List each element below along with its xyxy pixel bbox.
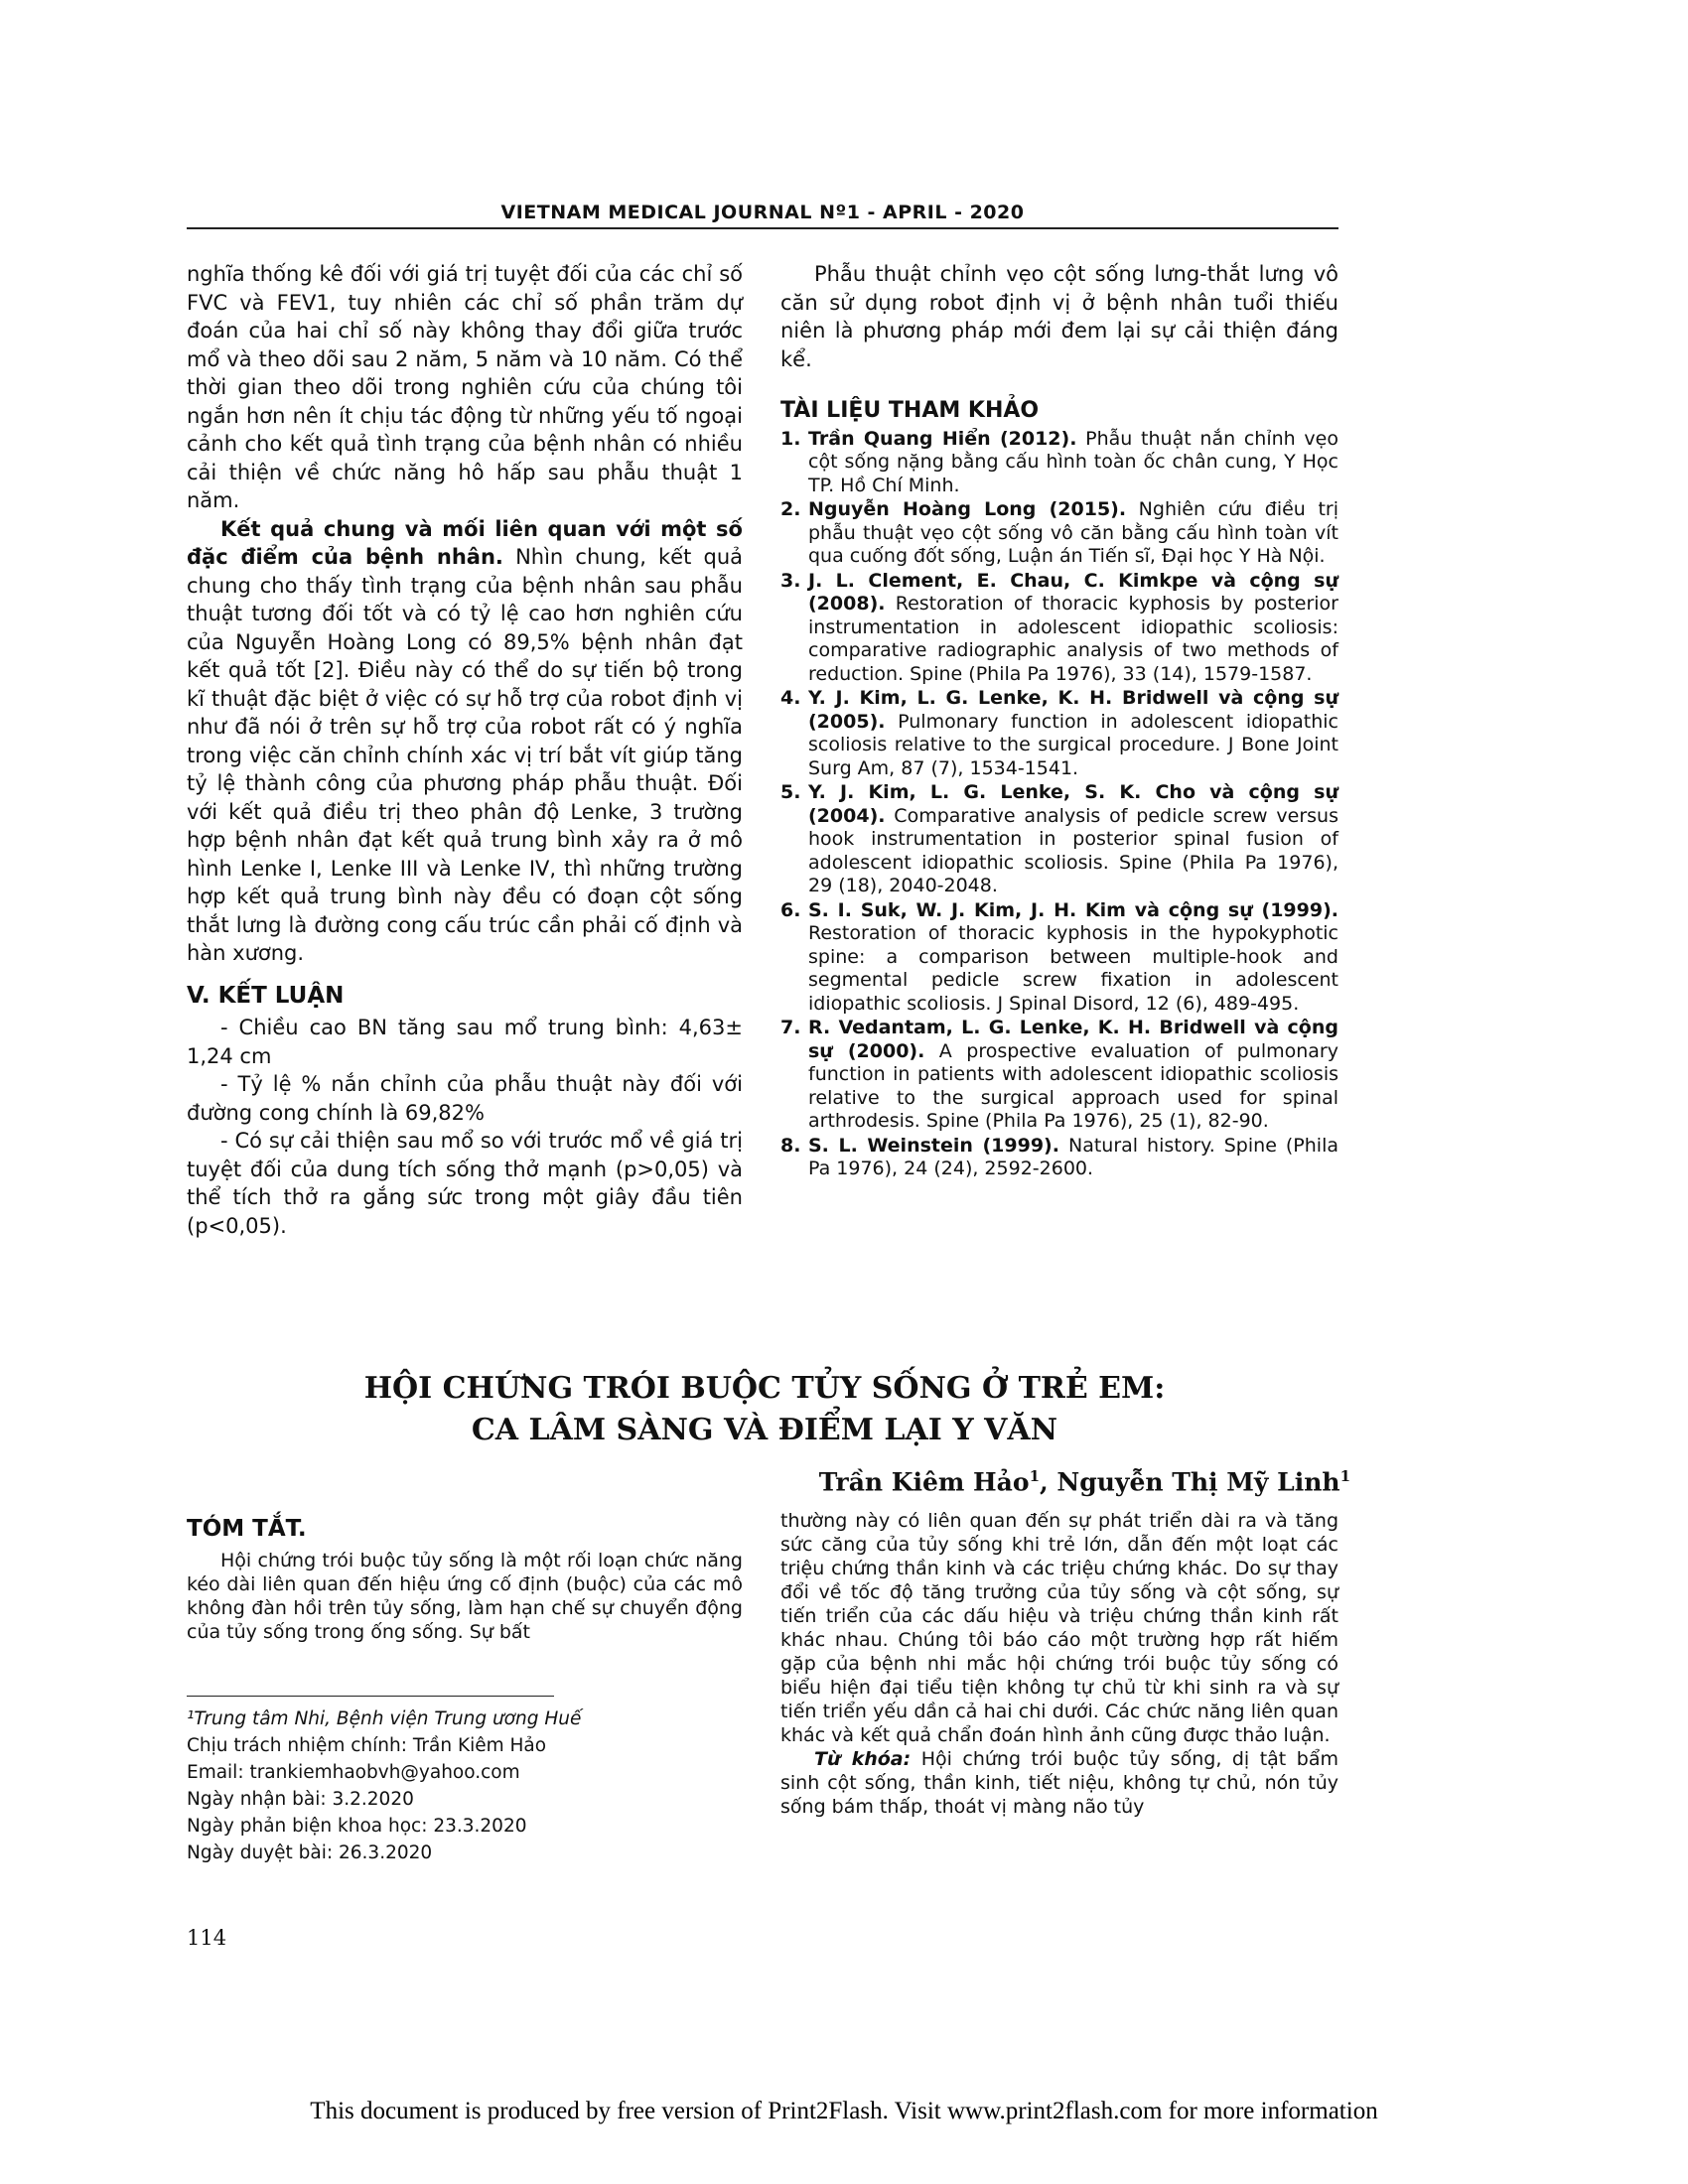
- reference-number: 4.: [780, 687, 801, 709]
- footnote-email: Email: trankiemhaobvh@yahoo.com: [187, 1762, 520, 1783]
- reference-number: 8.: [780, 1134, 801, 1157]
- footnote-responsible: Chịu trách nhiệm chính: Trần Kiêm Hảo: [187, 1735, 547, 1756]
- reference-item: [780, 1017, 1338, 1134]
- reference-body: Restoration of thoracic kyphosis by posterior instrumentation in adolescent idiopathic scoliosis: comparative radiographic analysis of two methods of reduction. Spine (Phila Pa 1976), 33 (14), 1579-1587.: [808, 593, 1338, 685]
- article-title: [248, 1368, 1281, 1451]
- abstract-heading: TÓM TẮT.: [187, 1516, 307, 1542]
- author-affiliation-mark: 1: [1029, 1467, 1040, 1485]
- reference-authors: Trần Quang Hiển (2012).: [808, 427, 1077, 450]
- paragraph: nghĩa thống kê đối với giá trị tuyệt đối của các chỉ số FVC và FEV1, tuy nhiên các chỉ số phần trăm dự đoán của hai chỉ số này không thay đổi giữa trước mổ và theo dõi sau 2 năm, 5 năm và 10 năm. Có thể thời gian theo dõi trong nghiên cứu của chúng tôi ngắn hơn nên ít chịu tác động từ những yếu tố ngoại cảnh cho kết quả tình trạng của bệnh nhân có nhiều cải thiện về chức năng hô hấp sau phẫu thuật 1 năm.: [187, 262, 743, 512]
- reference-authors: R. Vedantam, L. G. Lenke, K. H. Bridwell và cộng sự (2000).: [808, 1017, 1338, 1062]
- author-name: Trần Kiêm Hảo: [818, 1467, 1030, 1497]
- reference-number: 1.: [780, 427, 801, 450]
- article-title-line: HỘI CHỨNG TRÓI BUỘC TỦY SỐNG Ở TRẺ EM:: [363, 1371, 1166, 1406]
- conclusion-item: - Có sự cải thiện sau mổ so với trước mổ về giá trị tuyệt đối của dung tích sống thở mạnh (p>0,05) và thể tích thở ra gắng sức trong một giây đầu tiên (p<0,05).: [187, 1129, 743, 1238]
- footnote-received: Ngày nhận bài: 3.2.2020: [187, 1789, 414, 1810]
- author-affiliation-mark: 1: [1339, 1467, 1350, 1485]
- author-name: Nguyễn Thị Mỹ Linh: [1056, 1467, 1340, 1497]
- abstract-text: thường này có liên quan đến sự phát triển dài ra và tăng sức căng của tủy sống khi trẻ lớn, dẫn đến một loạt các triệu chứng thần kinh và các triệu chứng khác. Do sự thay đổi về tốc độ tăng trưởng của tủy sống và cột sống, sự tiến triển của các dấu hiệu và triệu chứng thần kinh rất khác nhau. Chúng tôi báo cáo một trường hợp rất hiếm gặp của bệnh nhi mắc hội chứng trói buộc tủy sống có biểu hiện đại tiểu tiện không tự chủ từ khi sinh ra và sự tiến triển yếu dần cả hai chi dưới. Các chức năng liên quan khác và kết quả chẩn đoán hình ảnh cũng được thảo luận.: [780, 1510, 1338, 1746]
- article-authors: [695, 1467, 1350, 1496]
- footnote-rule: [187, 1696, 554, 1697]
- reference-text: [808, 428, 1338, 498]
- paragraph-body: Nhìn chung, kết quả chung cho thấy tình trạng của bệnh nhân sau phẫu thuật tương đối tốt và có tỷ lệ cao hơn nghiên cứu của Nguyễn Hoàng Long có 89,5% bệnh nhân đạt kết quả tốt [2]. Điều này có thể do sự tiến bộ trong kĩ thuật đặc biệt ở việc có sự hỗ trợ của robot định vị như đã nói ở trên sự hỗ trợ của robot rất có ý nghĩa trong việc căn chỉnh chính xác vị trí bắt vít giúp tăng tỷ lệ thành công của phương pháp phẫu thuật. Đối với kết quả điều trị theo phân độ Lenke, 3 trường hợp bệnh nhân đạt kết quả trung bình xảy ra ở mô hình Lenke I, Lenke III và Lenke IV, thì những trường hợp kết quả trung bình này đều có đoạn cột sống thắt lưng là đường cong cấu trúc cần phải cố định và hàn xương.: [187, 545, 744, 965]
- journal-header: VIETNAM MEDICAL JOURNAL Nº1 - APRIL - 2020: [500, 202, 1025, 223]
- reference-item: [780, 570, 1338, 687]
- reference-body: Pulmonary function in adolescent idiopathic scoliosis relative to the surgical procedure. J Bone Joint Surg Am, 87 (7), 1534-1541.: [808, 710, 1338, 779]
- reference-text: [808, 498, 1338, 569]
- reference-item: [780, 899, 1338, 1017]
- reference-text: [808, 1017, 1338, 1134]
- keywords: [780, 1747, 1338, 1819]
- reference-item: [780, 428, 1338, 498]
- section-heading: V. KẾT LUẬN: [187, 982, 345, 1009]
- article-title-line: CA LÂM SÀNG VÀ ĐIỂM LẠI Y VĂN: [471, 1413, 1058, 1447]
- reference-authors: S. L. Weinstein (1999).: [808, 1134, 1059, 1157]
- reference-body: Comparative analysis of pedicle screw versus hook instrumentation in posterior spinal fusion of adolescent idiopathic scoliosis. Spine (Phila Pa 1976), 29 (18), 2040-2048.: [808, 804, 1338, 896]
- page-number: 114: [187, 1926, 227, 1950]
- reference-text: [808, 687, 1338, 780]
- reference-text: [808, 781, 1338, 898]
- footnotes: [187, 1706, 633, 1866]
- paragraph: Phẫu thuật chỉnh vẹo cột sống lưng-thắt lưng vô căn sử dụng robot định vị ở bệnh nhân tuổi thiếu niên là phương pháp mới đem lại sự cải thiện đáng kể.: [780, 262, 1338, 371]
- author-separator: ,: [1040, 1467, 1057, 1497]
- keywords-text: Hội chứng trói buộc tủy sống, dị tật bẩm sinh cột sống, thần kinh, tiết niệu, không tự chủ, nón tủy sống bám thấp, thoát vị màng não tủy: [780, 1748, 1338, 1818]
- abstract-text: Hội chứng trói buộc tủy sống là một rối loạn chức năng kéo dài liên quan đến hiệu ứng cố định (buộc) của các mô không đàn hồi trên tủy sống, làm hạn chế sự chuyển động của tủy sống trong ống sống. Sự bất: [187, 1550, 743, 1643]
- reference-authors: Nguyễn Hoàng Long (2015).: [808, 498, 1127, 520]
- paragraph-results: [187, 515, 743, 968]
- reference-number: 3.: [780, 569, 801, 592]
- reference-body: Natural history. Spine (Phila Pa 1976), 24 (24), 2592-2600.: [808, 1134, 1338, 1179]
- footnote-reviewed: Ngày phản biện khoa học: 23.3.2020: [187, 1816, 527, 1837]
- left-column: [187, 260, 743, 1240]
- reference-list: [780, 428, 1338, 1181]
- reference-authors: Y. J. Kim, L. G. Lenke, K. H. Bridwell và cộng sự (2005).: [808, 687, 1338, 733]
- reference-item: [780, 1135, 1338, 1181]
- keywords-label: Từ khóa:: [814, 1748, 912, 1770]
- header-rule: [187, 227, 1338, 229]
- abstract-left-column: [187, 1517, 743, 1644]
- reference-text: [808, 570, 1338, 687]
- footnote-accepted: Ngày duyệt bài: 26.3.2020: [187, 1843, 433, 1863]
- reference-number: 6.: [780, 898, 801, 921]
- reference-number: 5.: [780, 781, 801, 803]
- reference-body: Phẫu thuật nắn chỉnh vẹo cột sống nặng bằng cấu hình toàn ốc chân cung, Y Học TP. Hồ Chí Minh.: [808, 427, 1338, 496]
- conclusion-item: - Chiều cao BN tăng sau mổ trung bình: 4,63± 1,24 cm: [187, 1016, 743, 1068]
- reference-body: Restoration of thoracic kyphosis in the hypokyphotic spine: a comparison between multiple-hook and segmental pedicle screw fixation in adolescent idiopathic scoliosis. J Spinal Disord, 12 (6), 489-495.: [808, 922, 1338, 1015]
- reference-body: A prospective evaluation of pulmonary function in patients with adolescent idiopathic scoliosis relative to the surgical approach used for spinal arthrodesis. Spine (Phila Pa 1976), 25 (1), 82-90.: [808, 1039, 1338, 1132]
- reference-item: [780, 687, 1338, 780]
- abstract-right-column: [780, 1509, 1338, 1819]
- conclusion-item: - Tỷ lệ % nắn chỉnh của phẫu thuật này đối với đường cong chính là 69,82%: [187, 1072, 743, 1125]
- reference-authors: J. L. Clement, E. Chau, C. Kimkpe và cộng sự (2008).: [808, 569, 1338, 614]
- footnote-affiliation: ¹Trung tâm Nhi, Bệnh viện Trung ương Huế: [187, 1708, 582, 1729]
- reference-number: 7.: [780, 1017, 801, 1038]
- reference-text: [808, 899, 1338, 1017]
- reference-item: [780, 781, 1338, 898]
- reference-number: 2.: [780, 498, 801, 520]
- references-heading: TÀI LIỆU THAM KHẢO: [780, 398, 1040, 423]
- paragraph-lead: Kết quả chung và mối liên quan với một số đặc điểm của bệnh nhân.: [187, 516, 743, 569]
- reference-authors: S. I. Suk, W. J. Kim, J. H. Kim và cộng sự (1999).: [808, 898, 1338, 921]
- reference-authors: Y. J. Kim, L. G. Lenke, S. K. Cho và cộng sự (2004).: [808, 781, 1338, 827]
- watermark-notice: This document is produced by free version of Print2Flash. Visit www.print2flash.com for more information: [310, 2098, 1378, 2124]
- reference-body: Nghiên cứu điều trị phẫu thuật vẹo cột sống vô căn bằng cấu hình toàn vít qua cuống đốt sống, Luận án Tiến sĩ, Đại học Y Hà Nội.: [808, 498, 1338, 567]
- reference-text: [808, 1135, 1338, 1181]
- reference-item: [780, 498, 1338, 569]
- right-column: [780, 260, 1338, 1182]
